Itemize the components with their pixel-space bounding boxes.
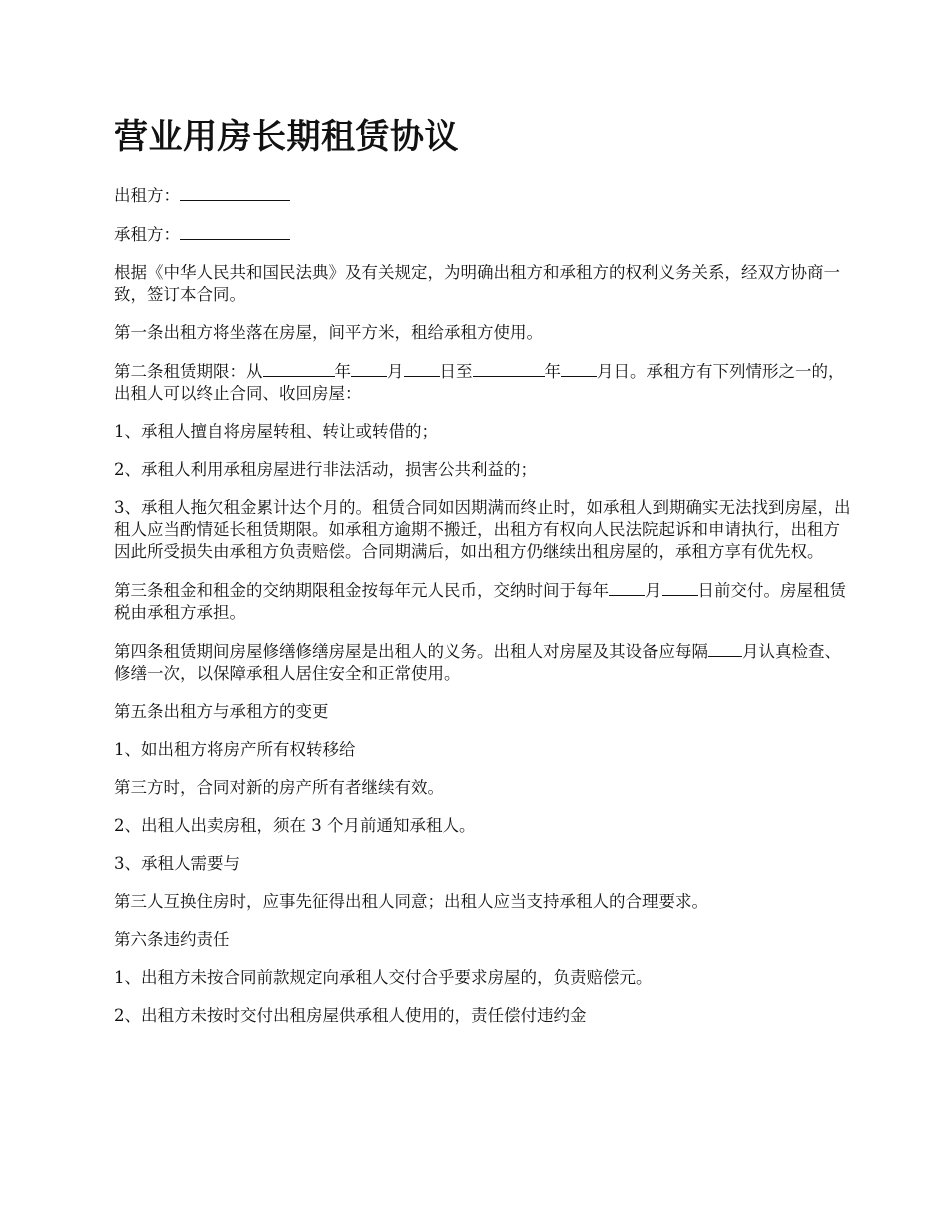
article-1: 第一条出租方将坐落在房屋，间平方米，租给承租方使用。 [114,323,543,342]
article-2-item-1: 1、承租人擅自将房屋转租、转让或转借的； [114,422,438,441]
preamble: 根据《中华人民共和国民法典》及有关规定，为明确出租方和承租方的权利义务关系，经双方协商一致，签订本合同。 [114,263,840,304]
article-2-text-6: 月日。承租方有下列情形之一的，出租人可以终止合同、收回房屋： [114,362,845,403]
document-title: 营业用房长期租赁协议 [114,117,459,157]
article-6-item-2: 2、出租方未按时交付出租房屋供承租人使用的，责任偿付违约金 [114,1006,587,1025]
rent-month-blank [609,579,645,596]
end-year-blank [473,360,545,377]
lessee-label: 承租方： [114,225,180,244]
article-2-item-3: 3、承租人拖欠租金累计达个月的。租赁合同如因期满而终止时，如承租人到期确实无法找到房屋，出租人应当酌情延长租赁期限。如承租方逾期不搬迁，出租方有权向人民法院起诉和申请执行，出租方因此所受损失由承租方负责赔偿。合同期满后，如出租方仍继续出租房屋的，承租方享有优先权。 [114,498,851,561]
lessee-line [114,223,854,246]
article-5: 第五条出租方与承租方的变更 [114,702,329,721]
article-3-text-1: 第三条租金和租金的交纳期限租金按每年元人民币，交纳时间于每年 [114,581,609,600]
article-5-item-1: 1、如出租方将房产所有权转移给 [114,740,356,759]
lessor-line [114,184,854,207]
article-2 [114,360,854,405]
article-2-text-3: 月 [387,362,404,381]
rent-day-blank [662,579,698,596]
article-2-item-2: 2、承租人利用承租房屋进行非法活动，损害公共利益的； [114,460,537,479]
article-4-text-2: 月认真检查、修缮一次，以保障承租人居住安全和正常使用。 [114,642,841,683]
end-month-blank [561,360,597,377]
article-3 [114,579,854,624]
article-2-text-2: 年 [334,362,351,381]
lessor-blank [180,184,290,201]
document-page [114,112,854,1043]
start-year-blank [263,360,335,377]
article-6-item-1: 1、出租方未按合同前款规定向承租人交付合乎要求房屋的，负责赔偿元。 [114,968,653,987]
article-5-item-3: 3、承租人需要与 [114,854,240,873]
article-5-item-1-continued: 第三方时，合同对新的房产所有者继续有效。 [114,778,444,797]
article-4 [114,640,854,685]
article-6: 第六条违约责任 [114,930,230,949]
article-5-item-2: 2、出租人出卖房租，须在 3 个月前通知承租人。 [114,816,476,835]
article-2-text-4: 日至 [439,362,473,381]
article-2-text-5: 年 [544,362,561,381]
article-3-text-2: 月 [645,581,662,600]
lessor-label: 出租方： [114,186,180,205]
article-3-text-3: 日前交付。房屋租赁税由承租方承担。 [114,581,846,622]
start-day-blank [404,360,440,377]
article-4-text-1: 第四条租赁期间房屋修缮修缮房屋是出租人的义务。出租人对房屋及其设备应每隔 [114,642,708,661]
article-2-text-1: 第二条租赁期限：从 [114,362,263,381]
lessee-blank [180,223,290,240]
start-month-blank [351,360,387,377]
inspection-interval-blank [708,640,742,657]
article-5-item-3-continued: 第三人互换住房时，应事先征得出租人同意；出租人应当支持承租人的合理要求。 [114,892,708,911]
